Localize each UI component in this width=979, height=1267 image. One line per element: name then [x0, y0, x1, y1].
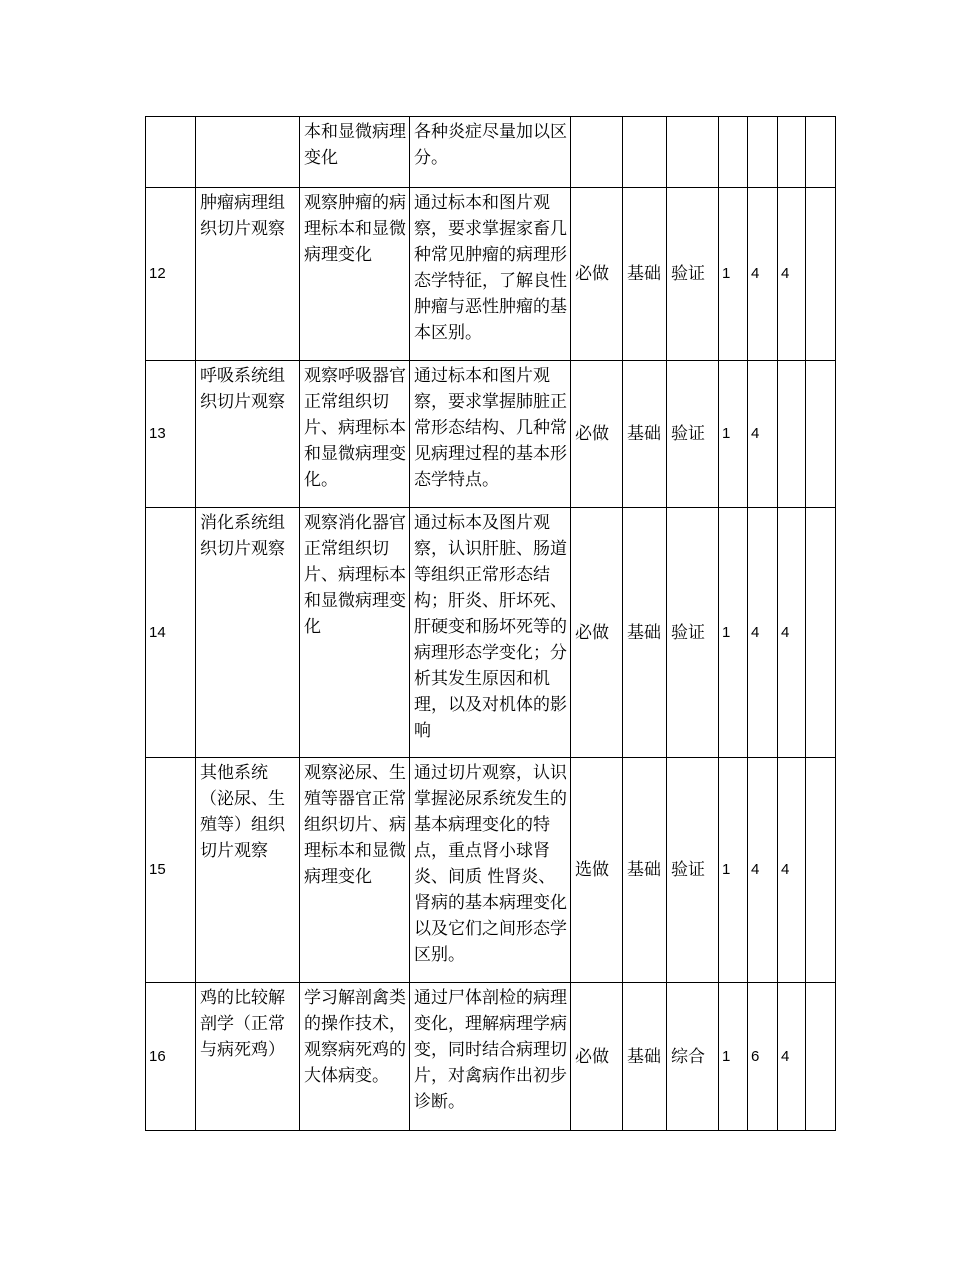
table-row: [146, 361, 836, 508]
experiment-type: 必做: [571, 361, 623, 508]
row-index: 16: [146, 983, 196, 1131]
experiment-level: 基础: [623, 983, 667, 1131]
experiment-requirement: 通过尸体剖检的病理变化，理解病理学病变，同时结合病理切片，对禽病作出初步诊断。: [410, 983, 571, 1131]
table-row: [146, 983, 836, 1131]
column-2-value: [748, 117, 778, 188]
experiment-level: 基础: [623, 758, 667, 983]
experiment-content: 观察泌尿、生殖等器官正常组织切片、病理标本和显微病理变化: [300, 758, 410, 983]
experiment-name: 其他系统（泌尿、生殖等）组织切片观察: [196, 758, 300, 983]
experiment-category: 验证: [667, 758, 719, 983]
column-4-value: [806, 361, 836, 508]
column-2-value: 4: [748, 758, 778, 983]
experiment-level: 基础: [623, 188, 667, 361]
experiment-type: 必做: [571, 508, 623, 758]
row-index: 15: [146, 758, 196, 983]
column-1-value: 1: [719, 758, 748, 983]
experiment-requirement: 通过标本及图片观察，认识肝脏、肠道等组织正常形态结构；肝炎、肝坏死、肝硬变和肠坏死等的病理形态学变化；分析其发生原因和机理，以及对机体的影响: [410, 508, 571, 758]
experiment-level: [623, 117, 667, 188]
column-3-value: [778, 361, 806, 508]
experiment-name: 肿瘤病理组织切片观察: [196, 188, 300, 361]
column-4-value: [806, 188, 836, 361]
experiment-name: 鸡的比较解剖学（正常与病死鸡）: [196, 983, 300, 1131]
experiment-name: 呼吸系统组织切片观察: [196, 361, 300, 508]
experiment-type: [571, 117, 623, 188]
experiment-content: 学习解剖禽类的操作技术，观察病死鸡的大体病变。: [300, 983, 410, 1131]
column-1-value: 1: [719, 983, 748, 1131]
row-index: [146, 117, 196, 188]
column-3-value: 4: [778, 188, 806, 361]
experiment-content: 观察消化器官正常组织切片、病理标本和显微病理变化: [300, 508, 410, 758]
experiment-requirement: 通过标本和图片观察，要求掌握家畜几种常见肿瘤的病理形态学特征，了解良性肿瘤与恶性肿瘤的基本区别。: [410, 188, 571, 361]
experiment-requirement: 各种炎症尽量加以区分。: [410, 117, 571, 188]
column-3-value: [778, 117, 806, 188]
column-2-value: 4: [748, 361, 778, 508]
column-2-value: 4: [748, 508, 778, 758]
column-1-value: 1: [719, 508, 748, 758]
experiment-type: 必做: [571, 983, 623, 1131]
experiment-level: 基础: [623, 508, 667, 758]
table-row: [146, 188, 836, 361]
table-row: [146, 508, 836, 758]
column-2-value: 4: [748, 188, 778, 361]
experiment-table: [145, 116, 836, 1131]
experiment-category: 验证: [667, 508, 719, 758]
column-3-value: 4: [778, 758, 806, 983]
experiment-content: 观察肿瘤的病理标本和显微病理变化: [300, 188, 410, 361]
experiment-content: 本和显微病理变化: [300, 117, 410, 188]
experiment-requirement: 通过切片观察，认识掌握泌尿系统发生的基本病理变化的特点，重点肾小球肾炎、间质 性肾炎、肾病的基本病理变化以及它们之间形态学区别。: [410, 758, 571, 983]
column-4-value: [806, 117, 836, 188]
experiment-category: 验证: [667, 361, 719, 508]
table-row: [146, 117, 836, 188]
column-1-value: 1: [719, 188, 748, 361]
column-2-value: 6: [748, 983, 778, 1131]
experiment-category: [667, 117, 719, 188]
column-3-value: 4: [778, 508, 806, 758]
column-4-value: [806, 508, 836, 758]
experiment-name: 消化系统组织切片观察: [196, 508, 300, 758]
row-index: 14: [146, 508, 196, 758]
experiment-requirement: 通过标本和图片观察，要求掌握肺脏正常形态结构、几种常见病理过程的基本形态学特点。: [410, 361, 571, 508]
column-3-value: 4: [778, 983, 806, 1131]
column-4-value: [806, 758, 836, 983]
column-1-value: [719, 117, 748, 188]
experiment-content: 观察呼吸器官正常组织切片、病理标本和显微病理变化。: [300, 361, 410, 508]
column-4-value: [806, 983, 836, 1131]
experiment-type: 选做: [571, 758, 623, 983]
column-1-value: 1: [719, 361, 748, 508]
experiment-category: 验证: [667, 188, 719, 361]
table-row: [146, 758, 836, 983]
experiment-level: 基础: [623, 361, 667, 508]
experiment-name: [196, 117, 300, 188]
experiment-type: 必做: [571, 188, 623, 361]
row-index: 12: [146, 188, 196, 361]
experiment-category: 综合: [667, 983, 719, 1131]
row-index: 13: [146, 361, 196, 508]
